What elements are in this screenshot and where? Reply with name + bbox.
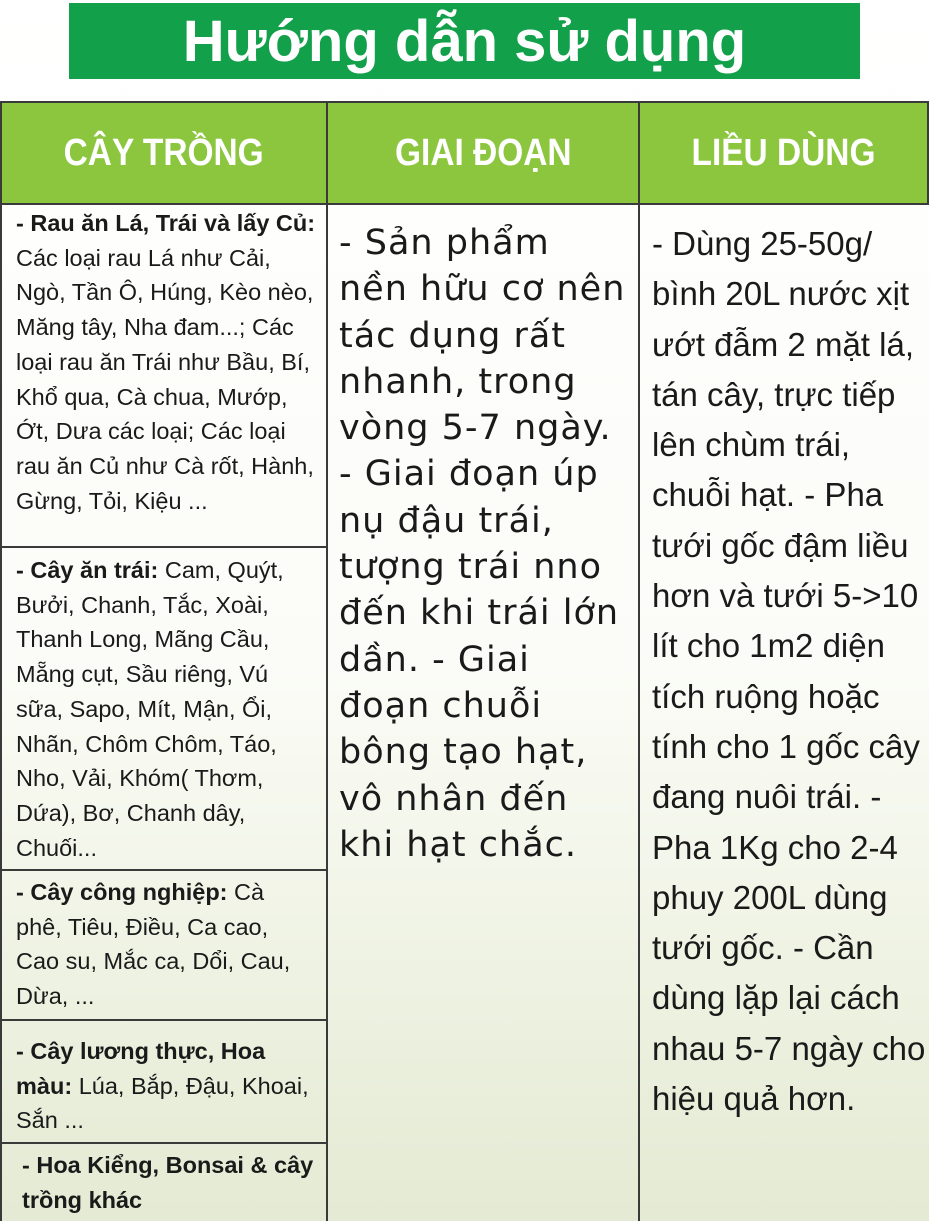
table-border-left xyxy=(0,203,2,1221)
header-dose xyxy=(638,101,929,205)
usage-table xyxy=(0,101,929,1221)
crop-cell xyxy=(16,875,316,1014)
header-crop-label: CÂY TRỒNG xyxy=(63,131,265,174)
header-stage xyxy=(326,101,640,205)
crop-cell xyxy=(22,1148,322,1217)
row-divider-4 xyxy=(0,1142,328,1144)
crop-label: - Cây lương thực, Hoa màu: xyxy=(16,1038,266,1099)
column-divider-2 xyxy=(638,203,640,1221)
header-dose-label: LIỀU DÙNG xyxy=(691,131,876,174)
crop-text: Cam, Quýt, Bưởi, Chanh, Tắc, Xoài, Thanh Long, Mãng Cầu, Mẵng cụt, Sầu riêng, Vú sữa, Sapo, Mít, Mận, Ổi, Nhãn, Chôm Chôm, Táo, Nho, Vải, Khóm( Thơm, Dứa), Bơ, Chanh dây, Chuối... xyxy=(16,557,284,861)
crop-text: Các loại rau Lá như Cải, Ngò, Tần Ô, Húng, Kèo nèo, Măng tây, Nha đam...; Các loại rau ăn Trái như Bầu, Bí, Khổ qua, Cà chua, Mướp, Ớt, Dưa các loại; Các loại rau ăn Củ như Cà rốt, Hành, Gừng, Tỏi, Kiệu ... xyxy=(16,244,314,514)
row-divider-1 xyxy=(0,546,328,548)
crop-cell xyxy=(16,1034,316,1138)
header-stage-label: GIAI ĐOẠN xyxy=(394,131,572,174)
crop-cell xyxy=(16,553,316,865)
crop-cell xyxy=(16,206,316,518)
crop-text: Cà phê, Tiêu, Điều, Ca cao, Cao su, Mắc ca, Dổi, Cau, Dừa, ... xyxy=(16,879,291,1010)
page-title: Hướng dẫn sử dụng xyxy=(182,8,747,74)
crop-label: - Hoa Kiểng, Bonsai & cây trồng khác xyxy=(22,1152,314,1213)
crop-text: Lúa, Bắp, Đậu, Khoai, Sắn ... xyxy=(16,1072,309,1134)
row-divider-2 xyxy=(0,869,328,871)
title-banner xyxy=(69,3,860,79)
header-crop xyxy=(0,101,328,205)
column-divider-1 xyxy=(326,203,328,1221)
stage-cell: - Sản phẩm nền hữu cơ nên tác dụng rất nhanh, trong vòng 5-7 ngày. - Giai đoạn úp nụ đậu trái, tượng trái nno đến khi trái lớn dần. - Giai đoạn chuỗi bông tạo hạt, vô nhân đến khi hạt chắc. xyxy=(339,223,626,865)
dose-cell: - Dùng 25-50g/ bình 20L nước xịt ướt đẫm 2 mặt lá, tán cây, trực tiếp lên chùm trái, chuỗi hạt. - Pha tưới gốc đậm liều hơn và tưới 5->10 lít cho 1m2 diện tích ruộng hoặc tính cho 1 gốc cây đang nuôi trái. - Pha 1Kg cho 2-4 phuy 200L dùng tưới gốc. - Cần dùng lặp lại cách nhau 5-7 ngày cho hiệu quả hơn. xyxy=(652,225,926,1118)
crop-label: - Rau ăn Lá, Trái và lấy Củ: xyxy=(16,210,316,236)
row-divider-3 xyxy=(0,1019,328,1021)
crop-label: - Cây ăn trái: xyxy=(16,557,159,583)
crop-label: - Cây công nghiệp: xyxy=(16,879,228,905)
